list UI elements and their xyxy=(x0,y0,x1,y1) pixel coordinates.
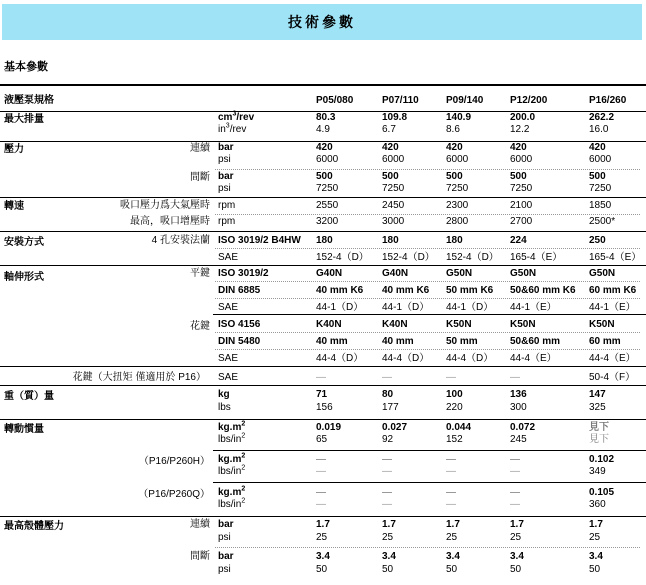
table-cell: 220 xyxy=(446,402,463,413)
table-cell: 300 xyxy=(510,402,527,413)
table-cell: 3.4 xyxy=(446,551,460,562)
table-cell: 136 xyxy=(510,389,527,400)
table-cell: 500 xyxy=(510,171,527,182)
unit-bar: bar xyxy=(218,142,234,153)
table-cell: 8.6 xyxy=(446,124,460,135)
table-cell: 71 xyxy=(316,389,328,400)
table-rule xyxy=(0,385,646,386)
table-cell: 92 xyxy=(382,434,394,445)
sub-label-p16_h: （P16/P260H） xyxy=(138,456,210,467)
table-cell: 7250 xyxy=(316,183,339,194)
table-cell: — xyxy=(446,454,456,465)
row-divider xyxy=(215,281,640,282)
table-cell: 44-1（D） xyxy=(446,302,494,313)
unit-psi: psi xyxy=(218,154,231,165)
table-cell: 0.019 xyxy=(316,422,342,433)
group-label-case_pressure: 最高殼體壓力 xyxy=(4,521,64,532)
unit-exponent: 2 xyxy=(241,485,246,493)
table-cell: 6000 xyxy=(382,154,405,165)
table-cell: 2500* xyxy=(589,216,616,227)
table-cell: 7250 xyxy=(446,183,469,194)
unit-psi: psi xyxy=(218,532,231,543)
sub-label-speed_inlet_atm: 吸口壓力爲大氣壓時 xyxy=(120,200,210,211)
model-header: P05/080 xyxy=(316,95,354,106)
table-cell: 420 xyxy=(510,142,527,153)
table-cell: 3000 xyxy=(382,216,405,227)
table-cell: — xyxy=(316,466,326,477)
unit-sae: SAE xyxy=(218,302,239,313)
unit-psi: psi xyxy=(218,564,231,575)
unit-lbs: lbs xyxy=(218,402,231,413)
row-divider xyxy=(215,298,640,299)
specifications-table xyxy=(0,84,646,585)
unit-exponent: 3 xyxy=(225,122,230,130)
unit-bar: bar xyxy=(218,551,234,562)
table-cell: 1.7 xyxy=(316,519,330,530)
table-cell: — xyxy=(382,499,392,510)
table-cell: 44-1（D） xyxy=(316,302,364,313)
unit-rpm: rpm xyxy=(218,200,236,211)
table-cell: 65 xyxy=(316,434,328,445)
sub-label-continuous: 連續 xyxy=(190,143,210,154)
table-cell: 500 xyxy=(446,171,463,182)
unit-exponent: 2 xyxy=(241,420,246,428)
unit-sae: SAE xyxy=(218,353,239,364)
unit-tail: /rev xyxy=(236,112,255,123)
table-cell: 44-4（E） xyxy=(510,353,557,364)
table-rule xyxy=(0,366,646,367)
unit-base: lbs/in xyxy=(218,466,242,477)
unit-iso4156: ISO 4156 xyxy=(218,319,261,330)
group-label-shaft: 軸伸形式 xyxy=(4,272,44,283)
unit-iso3019_2: ISO 3019/2 xyxy=(218,268,269,279)
table-cell: — xyxy=(446,372,456,383)
table-rule xyxy=(213,482,646,483)
table-cell: 44-4（D） xyxy=(316,353,364,364)
table-cell: 7250 xyxy=(382,183,405,194)
group-label-mounting: 安裝方式 xyxy=(4,237,44,248)
unit-lbsin2 xyxy=(218,434,245,446)
table-cell: 3200 xyxy=(316,216,339,227)
table-cell: — xyxy=(382,487,392,498)
row-divider xyxy=(215,214,640,215)
table-cell: 25 xyxy=(316,532,328,543)
model-header: P09/140 xyxy=(446,95,484,106)
table-cell: 500 xyxy=(382,171,399,182)
table-cell: 60 mm K6 xyxy=(589,285,637,296)
table-cell: 180 xyxy=(316,235,333,246)
unit-din6885: DIN 6885 xyxy=(218,285,261,296)
table-cell: — xyxy=(446,466,456,477)
table-cell: — xyxy=(446,499,456,510)
model-header: P16/260 xyxy=(589,95,627,106)
table-cell: 0.072 xyxy=(510,422,536,433)
table-cell: 2700 xyxy=(510,216,533,227)
table-cell: 25 xyxy=(510,532,522,543)
unit-base: kg.m xyxy=(218,487,242,498)
group-label-inertia: 轉動慣量 xyxy=(4,424,44,435)
table-cell: 0.027 xyxy=(382,422,408,433)
table-cell: K40N xyxy=(382,319,408,330)
table-cell: 420 xyxy=(446,142,463,153)
table-cell: 250 xyxy=(589,235,606,246)
table-cell: — xyxy=(316,487,326,498)
table-cell: 50 xyxy=(589,564,601,575)
sub-label-spline: 花鍵 xyxy=(190,321,210,332)
table-cell: 6000 xyxy=(510,154,533,165)
table-cell: 80.3 xyxy=(316,112,336,123)
table-cell: 3.4 xyxy=(316,551,330,562)
table-cell: 7250 xyxy=(510,183,533,194)
table-cell: 40 mm xyxy=(316,336,348,347)
table-cell: 44-4（D） xyxy=(382,353,430,364)
table-cell: 180 xyxy=(446,235,463,246)
table-cell: 165-4（E） xyxy=(510,252,563,263)
table-rule xyxy=(0,231,646,232)
table-cell: 6000 xyxy=(316,154,339,165)
table-cell: 40 mm K6 xyxy=(316,285,364,296)
section-title: 基本參數 xyxy=(4,61,48,73)
table-cell: — xyxy=(382,372,392,383)
sub-label-intermittent: 間斷 xyxy=(190,551,210,562)
table-cell: 50-4（F） xyxy=(589,372,636,383)
table-cell: 6000 xyxy=(446,154,469,165)
table-cell: 7250 xyxy=(589,183,612,194)
table-cell: 1.7 xyxy=(382,519,396,530)
table-cell: 224 xyxy=(510,235,527,246)
table-cell: — xyxy=(446,487,456,498)
table-cell: — xyxy=(510,499,520,510)
table-cell: 見下 xyxy=(589,434,609,445)
sub-label-speed_max_inlet_boost: 最高，吸口增壓時 xyxy=(130,216,210,227)
table-cell: 6.7 xyxy=(382,124,396,135)
unit-in3rev xyxy=(218,124,246,136)
table-cell: 420 xyxy=(316,142,333,153)
unit-din5480: DIN 5480 xyxy=(218,336,261,347)
table-rule xyxy=(213,450,646,451)
group-label-speed: 轉速 xyxy=(4,201,24,212)
row-divider xyxy=(215,169,640,170)
page-banner: 技術參數 xyxy=(2,4,642,40)
model-header: P12/200 xyxy=(510,95,548,106)
table-cell: 152-4（D） xyxy=(316,252,369,263)
table-cell: 4.9 xyxy=(316,124,330,135)
unit-base: in xyxy=(218,124,226,135)
table-cell: 165-4（E） xyxy=(589,252,642,263)
unit-psi: psi xyxy=(218,183,231,194)
table-cell: 245 xyxy=(510,434,527,445)
table-cell: 6000 xyxy=(589,154,612,165)
unit-base: lbs/in xyxy=(218,434,242,445)
sub-label-keyed: 平鍵 xyxy=(190,268,210,279)
unit-bar: bar xyxy=(218,519,234,530)
unit-exponent: 3 xyxy=(232,110,237,118)
table-cell: 40 mm K6 xyxy=(382,285,430,296)
sub-label-spline_high_torque: 花鍵（大扭矩 僅適用於 P16） xyxy=(72,372,206,383)
table-cell: 25 xyxy=(446,532,458,543)
row-divider xyxy=(215,349,640,350)
table-rule xyxy=(213,314,646,315)
unit-base: cm xyxy=(218,112,233,123)
table-cell: 2300 xyxy=(446,200,469,211)
table-cell: K40N xyxy=(316,319,342,330)
table-cell: 44-4（D） xyxy=(446,353,494,364)
table-cell: — xyxy=(510,372,520,383)
table-cell: 2800 xyxy=(446,216,469,227)
unit-sae: SAE xyxy=(218,372,239,383)
table-cell: — xyxy=(316,372,326,383)
row-divider xyxy=(215,248,640,249)
unit-exponent: 2 xyxy=(241,432,246,440)
table-cell: 200.0 xyxy=(510,112,536,123)
table-cell: 0.044 xyxy=(446,422,472,433)
row-divider xyxy=(215,332,640,333)
unit-iso3019: ISO 3019/2 B4HW xyxy=(218,235,301,246)
table-cell: G50N xyxy=(446,268,473,279)
table-cell: 見下 xyxy=(589,422,609,433)
table-cell: 152 xyxy=(446,434,463,445)
sub-label-intermittent: 間斷 xyxy=(190,172,210,183)
unit-cm3rev xyxy=(218,112,254,124)
unit-lbsin2 xyxy=(218,499,245,511)
sub-label-continuous: 連續 xyxy=(190,519,210,530)
table-cell: 147 xyxy=(589,389,606,400)
row-divider xyxy=(215,547,640,548)
table-cell: 50 xyxy=(446,564,458,575)
table-cell: 100 xyxy=(446,389,463,400)
table-cell: 25 xyxy=(382,532,394,543)
unit-lbsin2 xyxy=(218,466,245,478)
table-cell: 50&60 mm K6 xyxy=(510,285,576,296)
table-cell: 109.8 xyxy=(382,112,408,123)
table-cell: 1.7 xyxy=(510,519,524,530)
unit-exponent: 2 xyxy=(241,497,246,505)
group-label-displacement: 最大排量 xyxy=(4,114,44,125)
table-cell: 1850 xyxy=(589,200,612,211)
table-cell: 3.4 xyxy=(589,551,603,562)
unit-tail: /rev xyxy=(229,124,247,135)
unit-kg: kg xyxy=(218,389,230,400)
table-cell: G40N xyxy=(316,268,343,279)
table-cell: 156 xyxy=(316,402,333,413)
table-cell: G50N xyxy=(510,268,537,279)
sub-label-p16_q: （P16/P260Q） xyxy=(138,489,210,500)
sub-label-mount_flange: 4 孔安裝法蘭 xyxy=(151,235,210,246)
table-cell: 50 mm K6 xyxy=(446,285,494,296)
table-cell: 44-1（E） xyxy=(589,302,636,313)
table-cell: 16.0 xyxy=(589,124,609,135)
table-cell: 80 xyxy=(382,389,394,400)
table-cell: G40N xyxy=(382,268,409,279)
table-cell: 12.2 xyxy=(510,124,530,135)
table-cell: — xyxy=(510,454,520,465)
table-cell: — xyxy=(510,466,520,477)
header-top-rule xyxy=(0,84,646,86)
unit-base: lbs/in xyxy=(218,499,242,510)
table-cell: 180 xyxy=(382,235,399,246)
table-cell: 3.4 xyxy=(382,551,396,562)
table-cell: 44-4（E） xyxy=(589,353,636,364)
table-cell: 50&60 mm xyxy=(510,336,561,347)
model-header: P07/110 xyxy=(382,95,419,106)
table-cell: 500 xyxy=(589,171,606,182)
table-cell: 152-4（D） xyxy=(446,252,499,263)
table-cell: 2450 xyxy=(382,200,405,211)
table-cell: G50N xyxy=(589,268,616,279)
unit-base: kg.m xyxy=(218,454,242,465)
table-cell: 44-1（E） xyxy=(510,302,557,313)
table-cell: 2100 xyxy=(510,200,533,211)
unit-exponent: 2 xyxy=(241,464,246,472)
table-cell: 3.4 xyxy=(510,551,524,562)
table-cell: 360 xyxy=(589,499,606,510)
table-cell: 50 mm xyxy=(446,336,478,347)
table-cell: 2550 xyxy=(316,200,339,211)
table-cell: 349 xyxy=(589,466,606,477)
table-cell: 420 xyxy=(382,142,399,153)
table-cell: 1.7 xyxy=(446,519,460,530)
table-cell: — xyxy=(316,499,326,510)
unit-bar: bar xyxy=(218,171,234,182)
table-cell: — xyxy=(382,454,392,465)
unit-base: kg.m xyxy=(218,422,242,433)
table-rule xyxy=(0,265,646,266)
table-cell: 177 xyxy=(382,402,399,413)
table-cell: 500 xyxy=(316,171,333,182)
table-rule xyxy=(0,419,646,420)
table-cell: 0.102 xyxy=(589,454,615,465)
table-cell: 40 mm xyxy=(382,336,414,347)
table-cell: 262.2 xyxy=(589,112,615,123)
table-cell: 1.7 xyxy=(589,519,603,530)
unit-exponent: 2 xyxy=(241,452,246,460)
table-cell: 50 xyxy=(382,564,394,575)
table-rule xyxy=(0,516,646,517)
table-cell: 0.105 xyxy=(589,487,615,498)
table-cell: 25 xyxy=(589,532,601,543)
table-cell: 60 mm xyxy=(589,336,621,347)
unit-sae: SAE xyxy=(218,252,239,263)
table-cell: K50N xyxy=(589,319,615,330)
table-cell: — xyxy=(316,454,326,465)
header-label: 液壓泵規格 xyxy=(4,95,54,106)
table-cell: K50N xyxy=(446,319,472,330)
table-cell: K50N xyxy=(510,319,536,330)
table-cell: 420 xyxy=(589,142,606,153)
table-cell: 140.9 xyxy=(446,112,472,123)
group-label-weight: 重（質）量 xyxy=(4,391,54,402)
table-cell: 325 xyxy=(589,402,606,413)
table-cell: — xyxy=(510,487,520,498)
table-cell: 152-4（D） xyxy=(382,252,435,263)
unit-rpm: rpm xyxy=(218,216,236,227)
table-cell: — xyxy=(382,466,392,477)
table-cell: 44-1（D） xyxy=(382,302,430,313)
table-cell: 50 xyxy=(510,564,522,575)
table-rule xyxy=(0,197,646,198)
group-label-pressure: 壓力 xyxy=(4,144,24,155)
table-cell: 50 xyxy=(316,564,328,575)
